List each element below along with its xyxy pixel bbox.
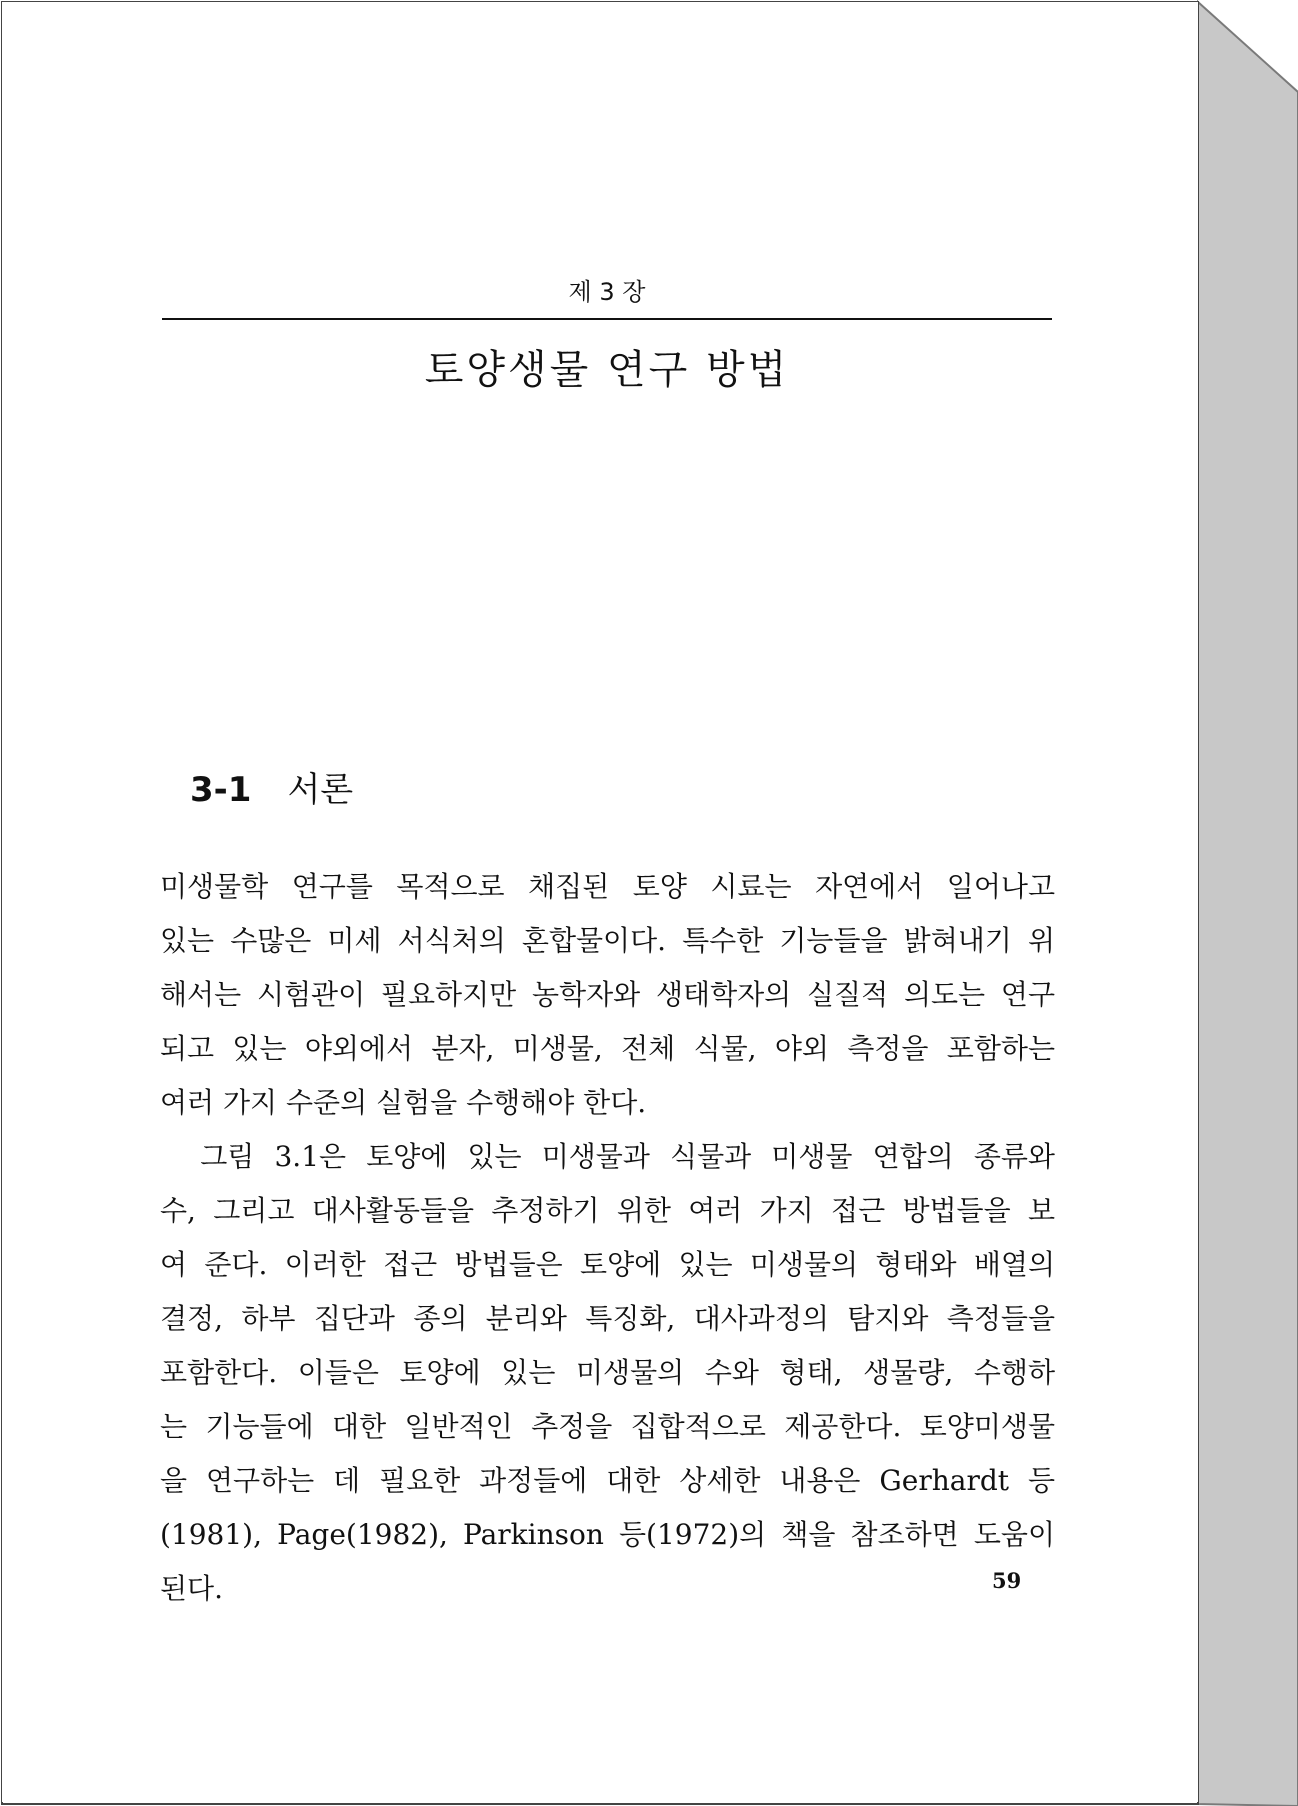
chapter-divider — [162, 318, 1052, 320]
body-line: 미생물학 연구를 목적으로 채집된 토양 시료는 자연에서 일어나고 — [160, 870, 1055, 903]
body-line: 된다. — [160, 1572, 223, 1605]
body-line: 여러 가지 수준의 실험을 수행해야 한다. — [160, 1086, 647, 1119]
body-line: (1981), Page(1982), Parkinson 등(1972)의 책을 참조하면 도움이 — [160, 1518, 1055, 1551]
body-line: 있는 수많은 미세 서식처의 혼합물이다. 특수한 기능들을 밝혀내기 위 — [160, 924, 1055, 957]
page-number: 59 — [992, 1568, 1022, 1593]
body-line: 는 기능들에 대한 일반적인 추정을 집합적으로 제공한다. 토양미생물 — [160, 1410, 1055, 1443]
section-number: 3-1 — [190, 770, 252, 810]
chapter-label: 제 3 장 — [568, 278, 646, 306]
body-line: 그림 3.1은 토양에 있는 미생물과 식물과 미생물 연합의 종류와 — [160, 1140, 1055, 1173]
book-page — [2, 2, 1198, 1802]
body-text — [160, 860, 1055, 1616]
body-line: 여 준다. 이러한 접근 방법들은 토양에 있는 미생물의 형태와 배열의 — [160, 1248, 1055, 1281]
section-title: 서론 — [287, 770, 354, 810]
chapter-title: 토양생물 연구 방법 — [424, 347, 790, 393]
body-line: 을 연구하는 데 필요한 과정들에 대한 상세한 내용은 Gerhardt 등 — [160, 1464, 1055, 1497]
body-line: 포함한다. 이들은 토양에 있는 미생물의 수와 형태, 생물량, 수행하 — [160, 1356, 1055, 1389]
body-line: 수, 그리고 대사활동들을 추정하기 위한 여러 가지 접근 방법들을 보 — [160, 1194, 1055, 1227]
body-line: 결정, 하부 집단과 종의 분리와 특징화, 대사과정의 탐지와 측정들을 — [160, 1302, 1055, 1335]
section-heading — [190, 762, 353, 811]
body-line: 해서는 시험관이 필요하지만 농학자와 생태학자의 실질적 의도는 연구 — [160, 978, 1055, 1011]
body-line: 되고 있는 야외에서 분자, 미생물, 전체 식물, 야외 측정을 포함하는 — [160, 1032, 1055, 1065]
